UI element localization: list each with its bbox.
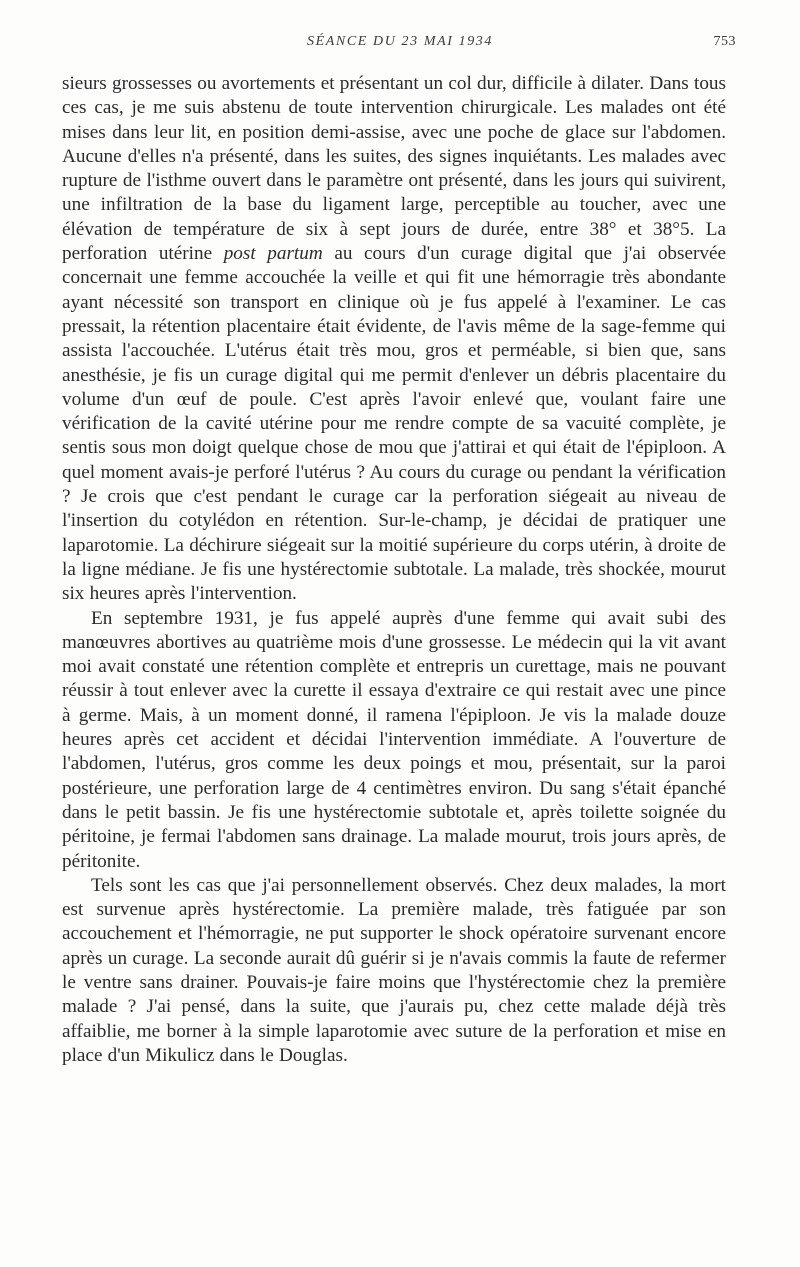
paragraph-text-part: sieurs grossesses ou avortements et présentant un col dur, difficile à dilater. Dans tous ces cas, je me suis abstenu de toute intervention chirurgicale. Les malades ont été mises dans leur lit, en position demi-assise, avec une poche de glace sur l'abdomen. Aucune d'elles n'a présenté, dans les suites, des signes inquiétants. Les malades avec rupture de l'isthme ouvert dans le paramètre ont présenté, dans les jours qui suivirent, une infiltration de la base du ligament large, perceptible au toucher, avec une élévation de température de six à sept jours de durée, entre 38° et 38°5. La perforation utérine	[62, 73, 726, 265]
body-text	[62, 72, 726, 1068]
page-number: 753	[713, 34, 736, 49]
running-head: SÉANCE DU 23 MAI 1934	[306, 34, 494, 49]
paragraph: En septembre 1931, je fus appelé auprès d'une femme qui avait subi des manœuvres abortives au quatrième mois d'une grossesse. Le médecin qui la vit avant moi avait constaté une rétention complète et entrepris un curettage, mais ne pouvant réussir à tout enlever avec la curette il essaya d'extraire ce qui restait avec une pince à germe. Mais, à un moment donné, il ramena l'épiploon. Je vis la malade douze heures après cet accident et décidai l'intervention immédiate. A l'ouverture de l'abdomen, l'utérus, gros comme les deux poings et mou, présentait, sur la paroi postérieure, une perforation large de 4 centimètres environ. Du sang s'était épanché dans le petit bassin. Je fis une hystérectomie subtotale et, après toilette soignée du péritoine, je fermai l'abdomen sans drainage. La malade mourut, trois jours après, de péritonite.	[62, 607, 726, 872]
page-header	[62, 34, 738, 56]
italic-term: post partum	[223, 243, 323, 265]
paragraph-text-part: au cours d'un curage digital que j'ai observée concernait une femme accouchée la veille et qui fit une hémorragie très abondante ayant nécessité son transport en clinique où je fus appelé à l'examiner. Le cas pressait, la rétention placentaire était évidente, de l'avis même de la sage-femme qui assista l'accouchée. L'utérus était très mou, gros et perméable, si bien que, sans anesthésie, je fis un curage digital qui me permit d'enlever un débris placentaire du volume d'un œuf de poule. C'est après l'avoir enlevé que, voulant faire une vérification de la cavité utérine pour me rendre compte de sa vacuité complète, je sentis sous mon doigt quelque chose de mou que j'attirai et qui était de l'épiploon. A quel moment avais-je perforé l'utérus ? Au cours du curage ou pendant la vérification ? Je crois que c'est pendant le curage car la perforation siégeait au niveau de l'insertion du cotylédon en rétention. Sur-le-champ, je décidai de pratiquer une laparotomie. La déchirure siégeait sur la moitié supérieure du corps utérin, à droite de la ligne médiane. Je fis une hystérectomie subtotale. La malade, très shockée, mourut six heures après l'intervention.	[62, 243, 727, 605]
paragraph: Tels sont les cas que j'ai personnellement observés. Chez deux malades, la mort est survenue après hystérectomie. La première malade, très fatiguée par son accouchement et l'hémorragie, ne put supporter le shock opératoire survenant encore après un curage. La seconde aurait dû guérir si je n'avais commis la faute de refermer le ventre sans drainer. Pouvais-je faire moins que l'hystérectomie chez la première malade ? J'ai pensé, dans la suite, que j'aurais pu, chez cette malade déjà très affaiblie, me borner à la simple laparotomie avec suture de la perforation et mise en place d'un Mikulicz dans le Douglas.	[62, 874, 726, 1066]
paragraph-continued	[62, 72, 726, 607]
